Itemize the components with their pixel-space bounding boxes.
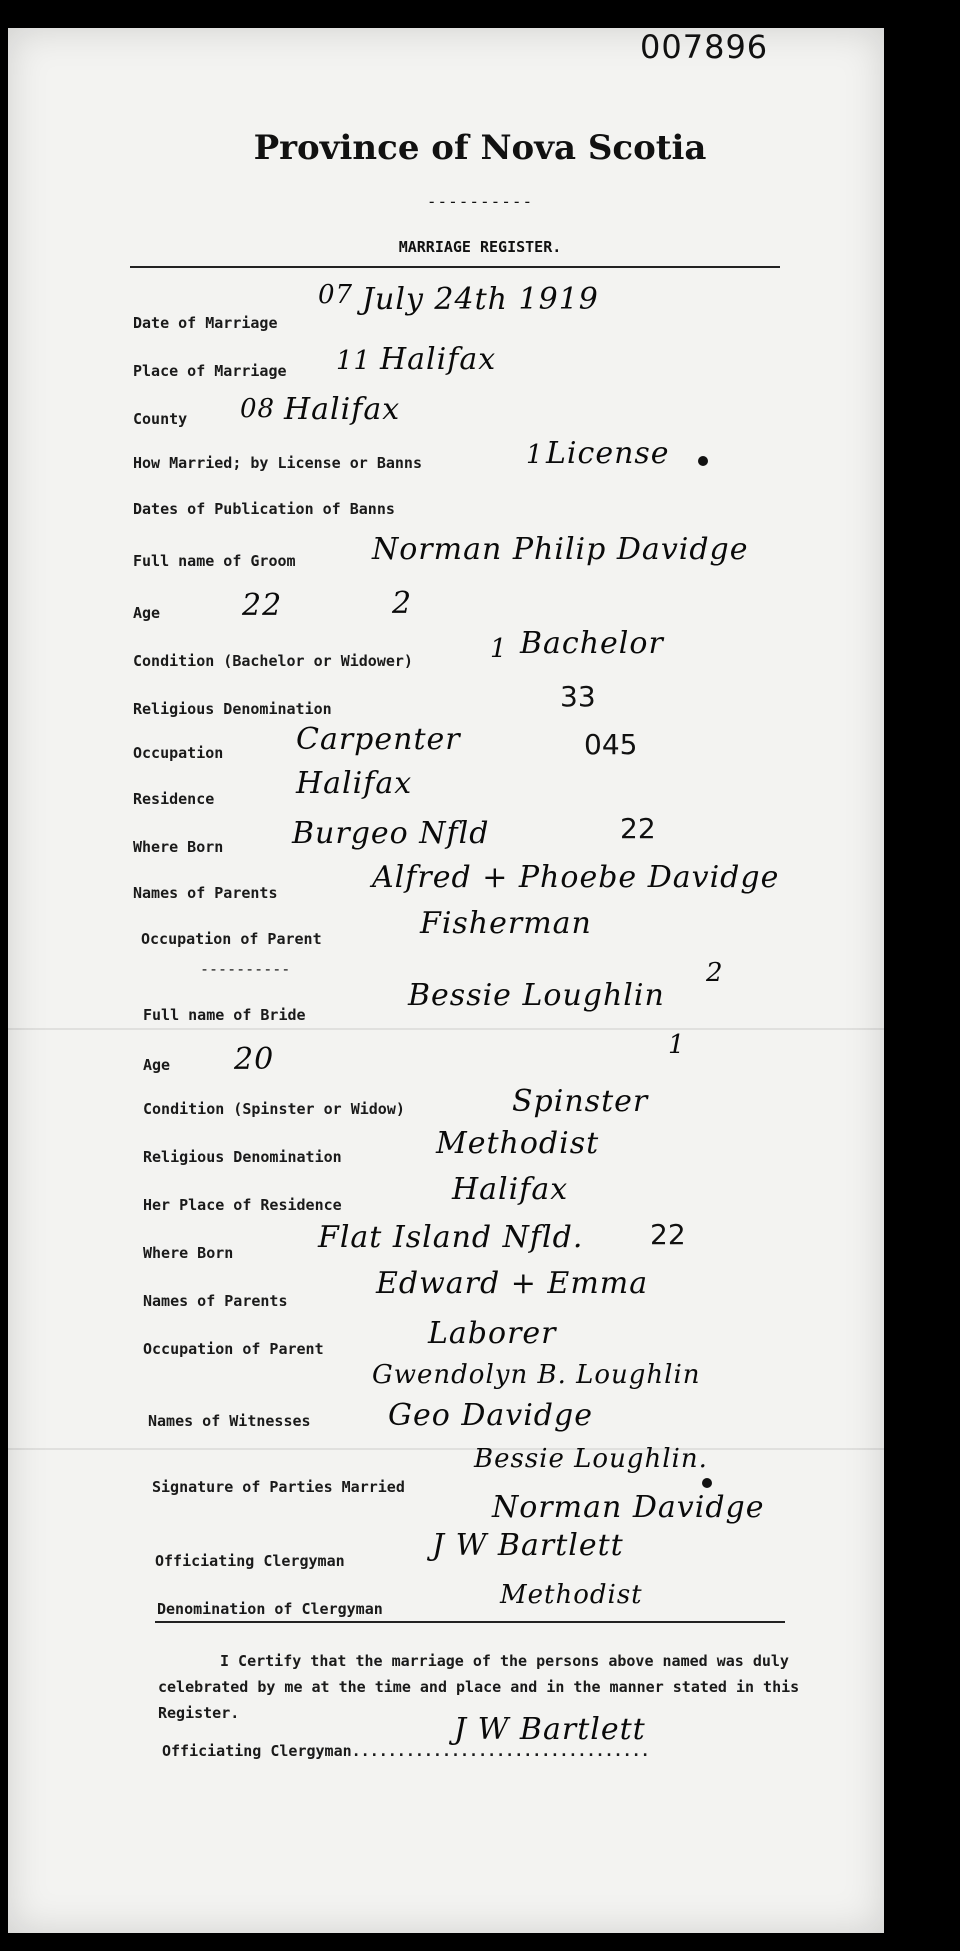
witness-signature-2: Geo Davidge bbox=[388, 1398, 593, 1433]
bride-religion-label: Religious Denomination bbox=[143, 1148, 342, 1166]
bride-parents-value: Edward + Emma bbox=[376, 1266, 649, 1301]
bride-name-label: Full name of Bride bbox=[143, 1006, 306, 1024]
how-married-label: How Married; by License or Banns bbox=[133, 454, 422, 472]
certification-signature: J W Bartlett bbox=[454, 1712, 646, 1747]
groom-religion-label: Religious Denomination bbox=[133, 700, 332, 718]
bride-name-value: Bessie Loughlin bbox=[408, 978, 665, 1013]
groom-born-value: Burgeo Nfld bbox=[292, 816, 490, 851]
groom-parent-occupation-label: Occupation of Parent bbox=[141, 930, 322, 948]
groom-parent-occupation-value: Fisherman bbox=[420, 906, 592, 941]
ink-blot bbox=[702, 1478, 712, 1488]
paper-fold bbox=[8, 1028, 884, 1030]
groom-name-value: Norman Philip Davidge bbox=[372, 532, 749, 567]
date-of-marriage-label: Date of Marriage bbox=[133, 314, 278, 332]
county-value: Halifax bbox=[284, 392, 401, 427]
bride-parents-label: Names of Parents bbox=[143, 1292, 288, 1310]
clergyman-label: Officiating Clergyman bbox=[155, 1552, 345, 1570]
date-of-marriage-value: July 24th 1919 bbox=[362, 282, 599, 317]
place-of-marriage-code: 11 bbox=[336, 346, 372, 376]
county-label: County bbox=[133, 410, 188, 428]
clergy-denomination-label: Denomination of Clergyman bbox=[157, 1600, 383, 1618]
bride-born-code: 22 bbox=[650, 1218, 686, 1251]
bride-born-value: Flat Island Nfld. bbox=[318, 1220, 584, 1255]
bride-residence-label: Her Place of Residence bbox=[143, 1196, 342, 1214]
clergyman-signature: J W Bartlett bbox=[432, 1528, 624, 1563]
bride-parent-occupation-label: Occupation of Parent bbox=[143, 1340, 324, 1358]
bride-age-label: Age bbox=[143, 1056, 171, 1074]
bride-religion-value: Methodist bbox=[436, 1126, 600, 1161]
how-married-value: License bbox=[546, 436, 670, 471]
county-code: 08 bbox=[240, 394, 276, 424]
groom-name-label: Full name of Groom bbox=[133, 552, 296, 570]
register-title: MARRIAGE REGISTER. bbox=[398, 238, 562, 256]
bride-name-code: 2 bbox=[706, 958, 724, 988]
clergy-denomination-value: Methodist bbox=[500, 1580, 643, 1610]
groom-occupation-code: 045 bbox=[584, 728, 638, 761]
place-of-marriage-value: Halifax bbox=[380, 342, 497, 377]
how-married-code: 1 bbox=[526, 440, 544, 470]
page-title: Province of Nova Scotia bbox=[253, 128, 707, 168]
groom-born-code: 22 bbox=[620, 812, 656, 845]
parties-signature-label: Signature of Parties Married bbox=[152, 1478, 405, 1496]
heading-dashes: ---------- bbox=[426, 192, 534, 211]
paper-fold bbox=[8, 1448, 884, 1450]
groom-age-code: 2 bbox=[392, 586, 413, 621]
certification-sign-label: Officiating Clergyman................................. bbox=[162, 1742, 650, 1760]
witness-signature-1: Gwendolyn B. Loughlin bbox=[372, 1360, 701, 1390]
groom-occupation-label: Occupation bbox=[133, 744, 224, 762]
bride-condition-value: Spinster bbox=[512, 1084, 649, 1119]
groom-parents-label: Names of Parents bbox=[133, 884, 278, 902]
stamp-number: 007896 bbox=[640, 28, 769, 66]
groom-age-value: 22 bbox=[242, 588, 283, 623]
groom-religion-code: 33 bbox=[560, 680, 596, 713]
bride-born-label: Where Born bbox=[143, 1244, 234, 1262]
bride-age-value: 20 bbox=[234, 1042, 275, 1077]
place-of-marriage-label: Place of Marriage bbox=[133, 362, 287, 380]
groom-signature: Norman Davidge bbox=[492, 1490, 765, 1525]
groom-residence-label: Residence bbox=[133, 790, 215, 808]
groom-age-label: Age bbox=[133, 604, 161, 622]
groom-occupation-value: Carpenter bbox=[296, 722, 461, 757]
witnesses-label: Names of Witnesses bbox=[148, 1412, 311, 1430]
groom-condition-label: Condition (Bachelor or Widower) bbox=[133, 652, 413, 670]
section-divider: ---------- bbox=[200, 960, 291, 978]
certification-statement: I Certify that the marriage of the persons above named was duly celebrated by me at the time and place and in the manner stated in this Register. bbox=[158, 1652, 800, 1722]
bride-residence-value: Halifax bbox=[452, 1172, 569, 1207]
groom-condition-value: Bachelor bbox=[520, 626, 664, 661]
groom-parents-value: Alfred + Phoebe Davidge bbox=[372, 860, 780, 895]
date-of-marriage-code: 07 bbox=[318, 280, 354, 310]
bride-condition-label: Condition (Spinster or Widow) bbox=[143, 1100, 405, 1118]
groom-condition-code: 1 bbox=[490, 634, 508, 664]
bride-parent-occupation-value: Laborer bbox=[428, 1316, 557, 1351]
signature-rule bbox=[155, 1621, 785, 1623]
ink-blot bbox=[698, 456, 708, 466]
groom-residence-value: Halifax bbox=[296, 766, 413, 801]
bride-age-code: 1 bbox=[668, 1030, 686, 1060]
title-rule bbox=[130, 266, 780, 268]
groom-born-label: Where Born bbox=[133, 838, 224, 856]
bride-signature: Bessie Loughlin. bbox=[474, 1444, 708, 1474]
publication-banns-label: Dates of Publication of Banns bbox=[133, 500, 395, 518]
